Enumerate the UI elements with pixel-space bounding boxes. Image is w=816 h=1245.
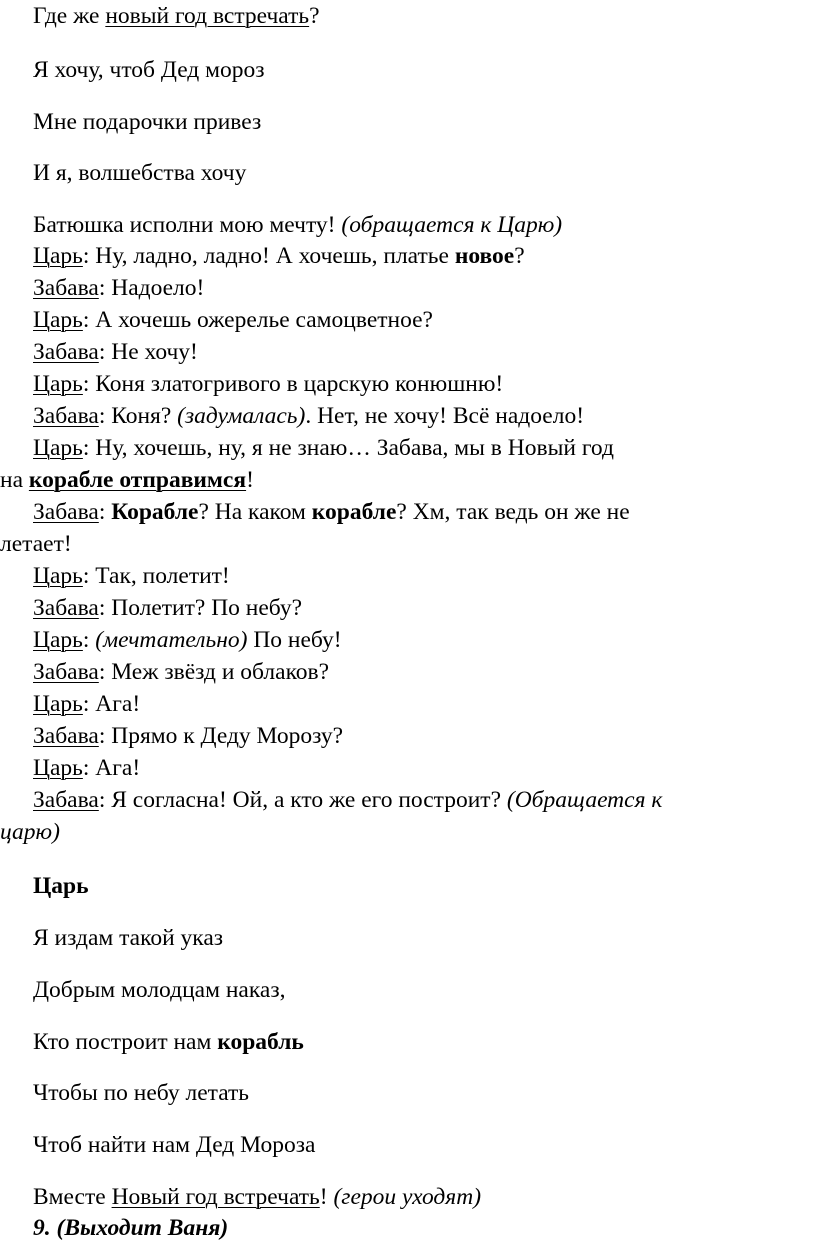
dialogue-line: Забава: Меж звёзд и облаков?: [33, 659, 330, 685]
dialogue-line-continued: царю): [0, 819, 60, 845]
verse-line: Где же новый год встречать?: [33, 3, 320, 29]
dialogue-line: Царь: Ну, ладно, ладно! А хочешь, платье новое?: [33, 243, 525, 269]
speaker-name: Царь: [33, 627, 83, 653]
stage-direction: (задумалась): [177, 403, 306, 429]
speaker-name: Царь: [33, 563, 83, 589]
speaker-name: Забава: [33, 595, 99, 621]
dialogue-line: Царь: Ага!: [33, 755, 141, 781]
dialogue-line: Царь: Ну, хочешь, ну, я не знаю… Забава, мы в Новый год: [33, 435, 614, 461]
speaker-name: Царь: [33, 755, 83, 781]
speaker-name: Забава: [33, 403, 99, 429]
verse-line: Чтоб найти нам Дед Мороза: [33, 1132, 316, 1158]
verse-line: Вместе Новый год встречать! (герои уходят): [33, 1184, 482, 1210]
speaker-name: Царь: [33, 691, 83, 717]
speaker-name: Забава: [33, 499, 99, 525]
dialogue-line: Забава: Я согласна! Ой, а кто же его построит? (Обращается к: [33, 787, 663, 813]
verse-line: Кто построит нам корабль: [33, 1029, 304, 1055]
verse-line: И я, волшебства хочу: [33, 160, 247, 186]
underlined-phrase: Новый год встречать: [111, 1184, 320, 1210]
dialogue-line: Царь: Ага!: [33, 691, 141, 717]
underlined-phrase: корабле отправимся: [28, 467, 247, 493]
dialogue-line-continued: на корабле отправимся!: [0, 467, 254, 493]
dialogue-line: Царь: А хочешь ожерелье самоцветное?: [33, 307, 433, 333]
dialogue-line: Забава: Прямо к Деду Морозу?: [33, 723, 344, 749]
speaker-name: Царь: [33, 243, 83, 269]
speaker-name: Забава: [33, 275, 99, 301]
speaker-name: Забава: [33, 787, 99, 813]
verse-line: Батюшка исполни мою мечту! (обращается к Царю): [33, 212, 563, 238]
underlined-phrase: новый год встречать: [105, 3, 310, 29]
stage-direction: (Обращается к: [506, 787, 663, 813]
speaker-name: Забава: [33, 339, 99, 365]
verse-line: Чтобы по небу летать: [33, 1080, 250, 1106]
dialogue-line: Забава: Коня? (задумалась). Нет, не хочу! Всё надоело!: [33, 403, 585, 429]
speaker-name: Забава: [33, 723, 99, 749]
dialogue-line: Царь: Коня златогривого в царскую конюшню!: [33, 371, 504, 397]
verse-line: Я издам такой указ: [33, 925, 224, 951]
stage-direction: (обращается к Царю): [341, 212, 563, 238]
stage-direction: (мечтательно): [95, 627, 248, 653]
verse-line: Добрым молодцам наказ,: [33, 977, 286, 1003]
verse-line: Мне подарочки привез: [33, 109, 262, 135]
dialogue-line-continued: летает!: [0, 531, 72, 557]
speaker-name: Царь: [33, 371, 83, 397]
verse-line: Я хочу, чтоб Дед мороз: [33, 57, 265, 83]
speaker-name: Царь: [33, 435, 83, 461]
scene-heading: 9. (Выходит Ваня): [33, 1215, 229, 1241]
dialogue-line: Царь: (мечтательно) По небу!: [33, 627, 342, 653]
dialogue-line: Забава: Надоело!: [33, 275, 205, 301]
speaker-heading: Царь: [33, 873, 89, 899]
speaker-name: Царь: [33, 307, 83, 333]
dialogue-line: Забава: Полетит? По небу?: [33, 595, 303, 621]
dialogue-line: Царь: Так, полетит!: [33, 563, 230, 589]
dialogue-line: Забава: Не хочу!: [33, 339, 198, 365]
stage-direction: (герои уходят): [333, 1184, 482, 1210]
dialogue-line: Забава: Корабле? На каком корабле? Хм, так ведь он же не: [33, 499, 630, 525]
speaker-name: Забава: [33, 659, 99, 685]
